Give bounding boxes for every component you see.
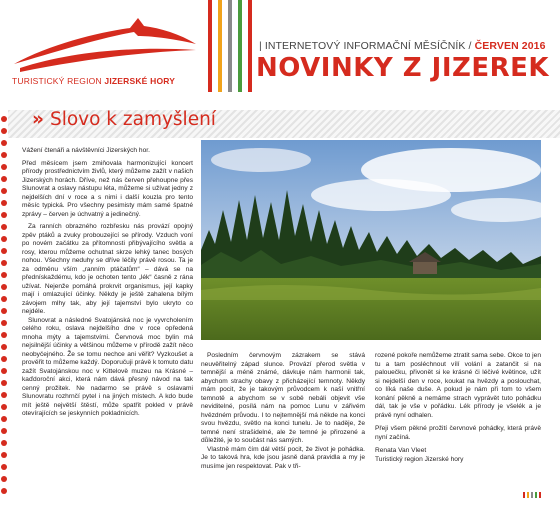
margin-dot [1,404,7,410]
margin-dot [1,188,7,194]
margin-dot [1,344,7,350]
margin-dot [1,452,7,458]
article-column-3 [375,352,541,464]
margin-dot [1,320,7,326]
margin-dot [1,440,7,446]
margin-dot [1,272,7,278]
footer-stripe-green [535,492,537,498]
margin-dot [1,356,7,362]
margin-dot [1,140,7,146]
margin-dot [1,332,7,338]
article-paragraph: Před měsícem jsem zmiňovala harmonizující koncert přírody prostřednictvím živlů, který můžeme zažít v našich Jizerských horách. Dříve, než nás červen přehoupne přes Slunovrat a oslavy nástupu léta, můžeme si užívat jedny z nejdelších dní v roce a s nimi i další kouzla pro tento měsíc typická. Pro všechny pesimisty mám samé špatné zprávy – červen je úchvatný a jedinečný. [22,159,193,218]
margin-dot [1,116,7,122]
article-paragraph: Posledním červnovým zázrakem se stává neuvěřitelný západ slunce. Provází přerod světla v temnější a méně známé, dávkuje nám harmonii tak, abychom strachy obavy z přicházející temnoty. Někdy mám pocit, že je takovým průvodcem k naší vnitřní temnotě a abychom se v sobě nebáli objevit vše neviditelné, posílá nám na pomoc Lunu v zářivém hvězdném průvodu. I to nejtemnější má někde na konci svou hvězdu, světlo na konci tunelu. Je to naděje, že temné není strašidelné, ale že temné je přirozené a důležité, je to součást nás samých. [201,352,365,444]
margin-dot [1,176,7,182]
article-paragraph: Slunovrat a následné Svatojánská noc je vyvrcholením celého roku, oslava nejdelšího dne v roce opředená mnoha mýty a tajemstvími. Červnová moc bylin má nejsilnější účinky a většinou můžeme v přírodě zažít něco neobyčejného. Že se tomu nechce ani věřit? Vyzkoušet a prověřit to můžeme každý. Doporučuji právě k tomuto datu zažít Svatojánskou noc v Kittelově muzeu na Krásné – kaďdoroční akci, která nám dává přesný návod na tak cenný prožitek. Ne nadarmo se právě s oslavami Slunovratu rozhrnčí pytel i na jiných místech. A kdo bude mít ještě největší štěstí, může spatřit pokled v právě otevírajících se jeskynních pokladnicích. [22,316,193,417]
margin-dot [1,200,7,206]
meadow-forest-photo [201,140,541,340]
logo-text [12,76,175,86]
margin-dot [1,488,7,494]
margin-dot [1,224,7,230]
stripe-grey [228,0,232,92]
margin-dot [1,128,7,134]
article-greeting: Vážení čtenáři a návštěvníci Jizerských hor. [22,147,150,154]
kicker-text: | INTERNETOVÝ INFORMAČNÍ MĚSÍČNÍK / [259,40,472,52]
signature-name: Renata Van Vleet [375,447,427,454]
stripe-orange [218,0,222,92]
margin-dot [1,416,7,422]
masthead-kicker [259,40,546,52]
margin-dot [1,296,7,302]
section-quote-mark: » [32,109,44,130]
margin-dot [1,464,7,470]
mountain-swoosh-icon [10,14,200,76]
margin-dot [1,428,7,434]
section-heading [32,109,216,130]
logo-text-regular: TURISTICKÝ REGION [12,76,102,86]
margin-dot [1,212,7,218]
color-stripes [206,0,256,92]
signature-org: Turistický region Jizerské hory [375,455,464,463]
margin-dot [1,392,7,398]
margin-dot [1,248,7,254]
section-title: Slovo k zamyšlení [49,109,216,130]
footer-stripes [523,492,543,498]
article-paragraph: Vlastně mám čím dál větší pocit, že život je pohádka. Je to taková hra, kde jsou jasně daná pravidla a my je musíme jen respektovat. Pak v tři- [201,445,365,470]
margin-dot [1,380,7,386]
stripe-red-2 [248,0,252,92]
margin-dot [1,308,7,314]
margin-dot [1,260,7,266]
article-paragraph: Za ranních obrazného rozbřesku nás provází opojný zpěv ptáků a zvuky probouzející se přírody. Vzduch voní po novém začátku za přítomnosti přibývajícího světla a rosy, kterou můžeme ochutnat skrze lehký tanec bosých nohou. Všechny neduhy se dříve léčily právě rosou. Ta je za odměnu vším „ranním ptáčatům“ – dává se na přednískaždému, kdo je ochoten tento „lék“ časně z rána užívat. Nejenže pomáhá prokrvit organismus, její kapky mají i omlazující účinky. Někdy je ještě zahalena bílým závojem mlhy tak, aby její tajemství bylo ukryto co nejdéle. [22,223,193,315]
margin-dot [1,236,7,242]
footer-stripe-red-2 [539,492,541,498]
dotted-margin [0,116,8,506]
footer-stripe-red [523,492,525,498]
signature [375,447,541,464]
margin-dot [1,284,7,290]
margin-dot [1,476,7,482]
margin-dot [1,152,7,158]
article-closing: Přeji všem pěkné prožití červnové pohádky, která právě nyní začíná. [375,425,541,441]
footer-stripe-orange [527,492,529,498]
article-paragraph: rozené pokoře nemůžeme ztratit sama sebe. Okce to jen tu a tam posléchnout vílí volání a zatančit si na palouečku, přivonět si ke krásné či léčivé květince, užít si nejdelší den v roce, koukat na hvězdy a poslouchat, co líká naše duše. A pokud je nám při tom to všem konání pěkně a nemáme strach vyprávět tuto pohádku dál, tak je vše v pořádku. Lék přírody je všelék a je právě nyní odhalen. [375,352,541,419]
region-logo[interactable] [10,14,200,94]
masthead-title: NOVINKY Z JIZEREK [256,53,550,83]
issue-date: ČERVEN 2016 [474,40,546,52]
article-column-1 [22,147,193,419]
stripe-red [208,0,212,92]
header [0,0,560,108]
stripe-green [238,0,242,92]
article-column-2 [201,352,365,471]
margin-dot [1,368,7,374]
footer-stripe-grey [531,492,533,498]
logo-text-bold: JIZERSKÉ HORY [104,76,176,86]
margin-dot [1,164,7,170]
